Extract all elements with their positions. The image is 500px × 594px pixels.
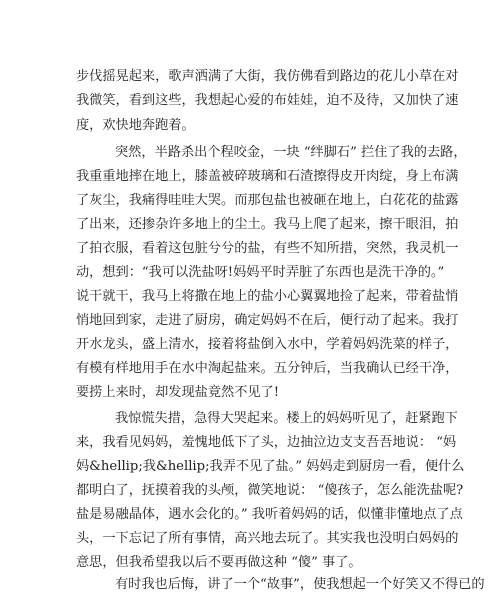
text-line: 妈&hellip;我&hellip;我弄不见了盐。” 妈妈走到厨房一看，便什么 [76,459,465,474]
text-line: 我微笑，看到这些，我想起心爱的布娃娃，迫不及待，又加快了速 [76,93,459,108]
text-line: 开水龙头，盛上清水，接着将盐倒入水中，学着妈妈洗菜的样子， [76,337,459,352]
text-line: 我重重地摔在地上，膝盖被碎玻璃和石渣擦得皮开肉绽，身上布满 [76,169,459,184]
text-line: 来，我看见妈妈，羞愧地低下了头，边抽泣边支支吾吾地说： “妈 [76,435,457,450]
text-line: 有时我也后悔，讲了一个“故事”，使我想起一个好笑又不得已的 [115,577,485,592]
text-line: 头，一下忘记了所有事情，高兴地去玩了。其实我也没明白妈妈的 [76,531,459,546]
text-line: 度，欢快地奔跑着。 [76,118,195,133]
text-line: 都明白了，抚摸着我的头颅，微笑地说： “傻孩子，怎么能洗盐呢? [76,483,464,498]
text-line: 动，想到：“我可以洗盐呀!妈妈平时弄脏了东西也是洗干净的。” [76,265,445,280]
text-line: 我惊慌失措，急得大哭起来。楼上的妈妈听见了，赶紧跑下 [115,411,458,426]
text-line: 有模有样地用手在水中淘起盐来。五分钟后，当我确认已经干净， [76,361,459,376]
text-line: 要捞上来时，却发现盐竟然不见了! [76,385,280,400]
text-line: 突然，半路杀出个程咬金，一块 “绊脚石” 拦住了我的去路， [115,145,467,160]
text-line: 了灰尘，我痛得哇哇大哭。而那包盐也被砸在地上，白花花的盐露 [76,193,459,208]
text-line: 了出来，还掺杂许多地上的尘土。我马上爬了起来，擦干眼泪，拍 [76,217,459,232]
text-line: 说干就干，我马上将撒在地上的盐小心翼翼地捡了起来，带着盐悄 [76,289,459,304]
text-line: 意思，但我希望我以后不要再做这种 “傻” 事了。 [76,555,362,570]
text-line: 步伐摇晃起来，歌声洒满了大街，我仿佛看到路边的花儿小草在对 [76,69,459,84]
text-line: 盐是易融晶体，遇水会化的。” 我听着妈妈的话，似懂非懂地点了点 [76,507,463,522]
text-line: 了拍衣服，看着这包脏兮兮的盐，有些不知所措，突然，我灵机一 [76,241,459,256]
text-line: 悄地回到家，走进了厨房，确定妈妈不在后，便行动了起来。我打 [76,313,459,328]
